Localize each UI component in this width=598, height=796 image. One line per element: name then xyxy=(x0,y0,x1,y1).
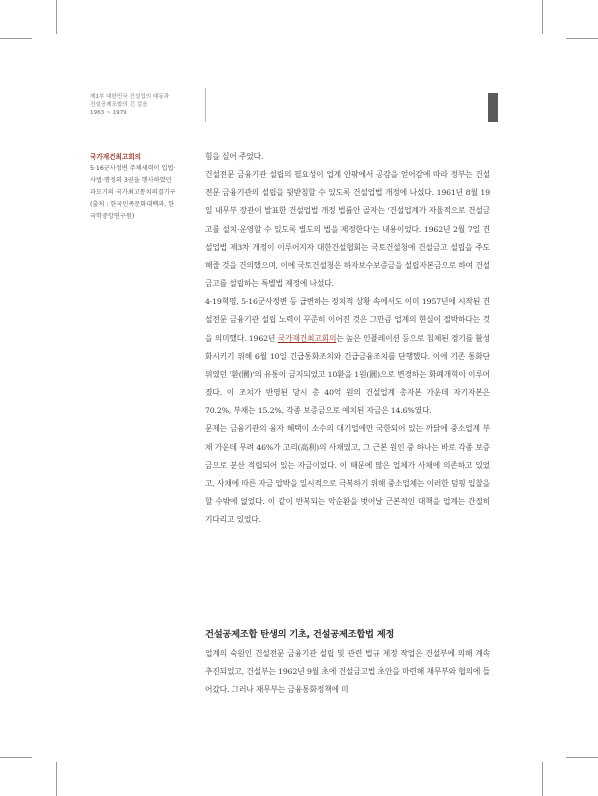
sidebar-note-line: 국학중앙연구원) xyxy=(90,213,135,220)
body-text xyxy=(205,148,490,529)
body-paragraph: 힘을 실어 주었다. xyxy=(205,152,264,161)
sidebar-note-line: (출처 : 한국민족문화대백과, 한 xyxy=(90,201,175,208)
crop-mark-bottom-left-h xyxy=(0,757,32,758)
chapter-edge-tab xyxy=(488,93,498,122)
body-text-run: 4·19혁명, 5·16군사정변 등 급변하는 정치적 상황 속에서도 이미 1957년에 시작된 건설전문 금융기관 설립 노력이 꾸준히 이어진 것은 그만큼 업계의 현실이 절박하다는 것을 의미했다. 1962년 xyxy=(205,297,490,343)
glossary-link[interactable]: 국가재건최고회의 xyxy=(277,333,337,343)
crop-mark-top-right xyxy=(542,0,543,34)
header-divider xyxy=(205,88,206,122)
section-text xyxy=(205,645,490,700)
body-text-run: 는 높은 인플레이션 등으로 침체된 경기를 활성화시키기 위해 6월 10일 긴급통화조치와 긴급금융조치를 단행했다. 이에 기존 통화단위였던 '환(圜)'의 유통이 금지되었고 10환을 1원(圓)으로 변경하는 화폐개혁이 이루어졌다. 이 조치가 반영된 당시 총 40억 원의 건설업계 총자본 가운데 자기자본은 70.2%, 부채는 15.2%, 각종 보증금으로 예치된 자금은 14.6%였다. xyxy=(205,333,491,416)
sidebar-note xyxy=(90,151,200,223)
body-paragraph xyxy=(205,293,490,420)
crop-mark-bottom-right-h xyxy=(566,757,598,758)
sidebar-note-line: 과도기의 국가최고통치의결기구 xyxy=(90,189,176,196)
running-head-line: 건설공제조합의 긴 걸음 xyxy=(90,102,148,108)
section-paragraph: 업계의 숙원인 건설전문 금융기관 설립 및 관련 법규 제정 작업은 건설부에 의해 계속 추진되었고, 건설부는 1962년 9월 초에 건설금고법 초안을 마련해 재무부와 협의에 들어갔다. 그러나 재무부는 금융통화정책에 미 xyxy=(205,649,490,695)
crop-mark-bottom-right xyxy=(542,762,543,796)
running-head-line: 제1부 대한민국 건설업의 태동과 xyxy=(90,94,170,100)
running-head xyxy=(90,93,200,117)
crop-mark-top-left xyxy=(56,0,57,34)
crop-mark-bottom-left xyxy=(56,762,57,796)
crop-mark-top-left-h xyxy=(0,38,32,39)
section-heading: 건설공제조합 탄생의 기초, 건설공제조합법 제정 xyxy=(205,629,395,640)
sidebar-note-line: 5·16군사정변 주체세력이 입법· xyxy=(90,165,176,172)
sidebar-note-line: 사법·행정의 3권을 행사하였던 xyxy=(90,177,172,184)
running-head-line: 1963 ~ 1979 xyxy=(90,110,127,116)
sidebar-note-title: 국가재건최고회의 xyxy=(90,153,141,161)
crop-mark-top-right-h xyxy=(566,38,598,39)
body-paragraph: 건설전문 금융기관 설립의 필요성이 업계 안팎에서 공감을 얻어감에 따라 정부는 건설전문 금융기관의 설립을 뒷받침할 수 있도록 건설업법 개정에 나섰다. 1961년 8월 19일 내무부 장관이 발표한 건설업법 개정 법률안 골자는 '건설업계가 자율적으로 건설금고를 설치·운영할 수 있도록 별도의 법을 제정한다'는 내용이었다. 1962년 2월 7일 건설업법 제3차 개정이 이루어지자 대한건설협회는 국토건설청에 건설금고 설립을 주도해줄 것을 건의했으며, 이에 국토건설청은 하자보수보증금을 설립자본금으로 하여 건설금고를 설립하는 특별법 제정에 나섰다. xyxy=(205,170,490,289)
body-paragraph: 문제는 금융기관의 융자 혜택이 소수의 대기업에만 국한되어 있는 까닭에 중소업계 부채 가운데 무려 46%가 고리(高利)의 사채였고, 그 근본 원인 중 하나는 바로 각종 보증금으로 분산 적립되어 있는 자금이었다. 이 때문에 많은 업체가 사채에 의존하고 있었고, 사채에 따른 자금 압박을 일시적으로 극복하기 위해 중소업체는 이러한 덤핑 입찰을 할 수밖에 없었다. 이 같이 반복되는 악순환을 벗어날 근본적인 대책을 업계는 간절히 기다리고 있었다. xyxy=(205,424,490,525)
